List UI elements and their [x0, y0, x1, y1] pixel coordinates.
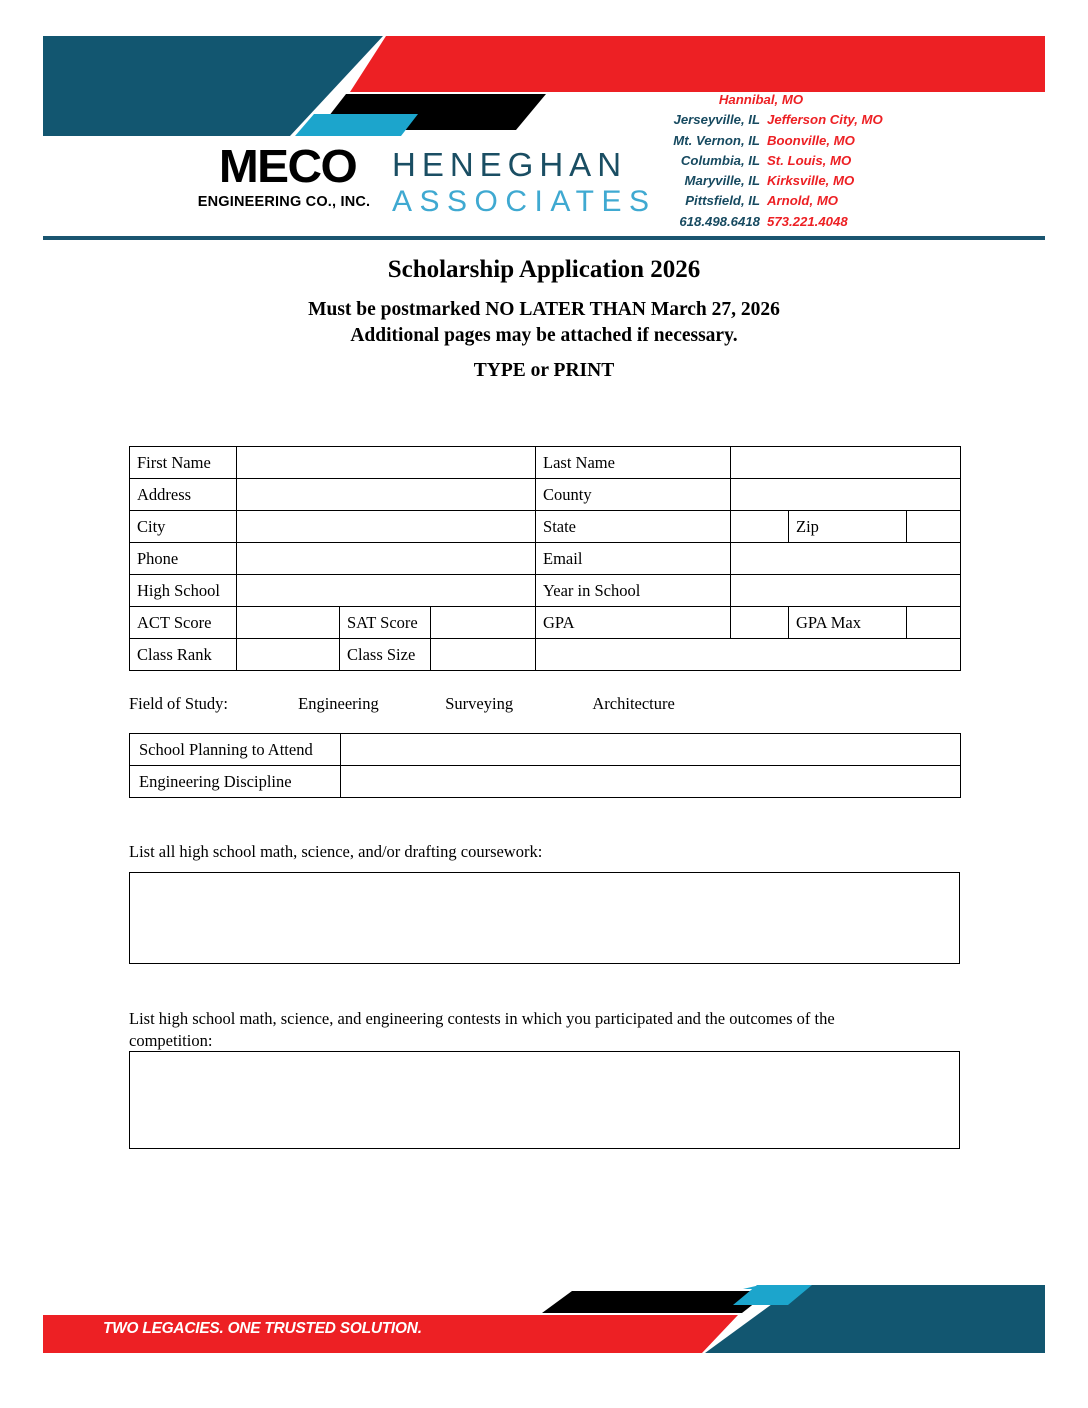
footer-tagline: TWO LEGACIES. ONE TRUSTED SOLUTION. [103, 1320, 422, 1337]
meco-logo [196, 142, 372, 211]
field-state[interactable] [731, 511, 789, 543]
field-engineering-discipline[interactable] [341, 766, 961, 798]
office-mo-label: Jefferson City, MO [767, 112, 883, 128]
office-row [648, 171, 884, 191]
field-gpa-max[interactable] [907, 607, 961, 639]
field-address[interactable] [237, 479, 536, 511]
field-act-score[interactable] [237, 607, 340, 639]
field-of-study-option-surveying[interactable]: Surveying [445, 694, 514, 713]
office-il-label: Mt. Vernon, IL [673, 132, 760, 148]
label-email: Email [536, 543, 731, 575]
label-engineering-discipline: Engineering Discipline [130, 766, 341, 798]
additional-pages-notice: Additional pages may be attached if necessary. [350, 325, 738, 346]
office-il-label: Maryville, IL [684, 173, 760, 189]
header-red-shape [350, 36, 1045, 92]
table-row [130, 447, 961, 479]
field-of-study-label: Field of Study: [129, 694, 229, 713]
office-il-label: Jerseyville, IL [673, 112, 760, 128]
office-mo-label: Kirksville, MO [767, 173, 855, 189]
office-row [648, 110, 884, 130]
field-year-in-school[interactable] [731, 575, 961, 607]
meco-tagline: ENGINEERING CO., INC. [197, 194, 371, 210]
field-class-size[interactable] [431, 639, 536, 671]
phone-missouri: 573.221.4048 [767, 213, 848, 229]
table-row [130, 607, 961, 639]
label-city: City [130, 511, 237, 543]
field-of-study-option-architecture[interactable]: Architecture [592, 694, 675, 713]
field-first-name[interactable] [237, 447, 536, 479]
label-county: County [536, 479, 731, 511]
label-high-school: High School [130, 575, 237, 607]
label-school-planning-to-attend: School Planning to Attend [130, 734, 341, 766]
office-il-label: Columbia, IL [680, 152, 760, 168]
heneghan-logo [392, 146, 657, 220]
page-title: Scholarship Application 2026 [387, 256, 701, 283]
label-phone: Phone [130, 543, 237, 575]
company-logo [196, 140, 657, 224]
office-mo-label: Arnold, MO [767, 193, 839, 209]
phone-illinois: 618.498.6418 [679, 213, 760, 229]
field-email[interactable] [731, 543, 961, 575]
label-act-score: ACT Score [130, 607, 237, 639]
field-gpa[interactable] [731, 607, 789, 639]
office-row [648, 191, 884, 211]
deadline-notice: Must be postmarked NO LATER THAN March 27, 2026 [308, 299, 780, 320]
field-sat-score[interactable] [431, 607, 536, 639]
label-state: State [536, 511, 731, 543]
type-or-print-notice: TYPE or PRINT [473, 360, 615, 381]
table-row [130, 734, 961, 766]
table-row [130, 511, 961, 543]
header-banner-graphic [43, 36, 1045, 136]
coursework-prompt: List all high school math, science, and/or drafting coursework: [129, 842, 543, 861]
table-row [130, 575, 961, 607]
office-mo-label: Boonville, MO [767, 132, 855, 148]
field-phone[interactable] [237, 543, 536, 575]
contests-prompt: List high school math, science, and engineering contests in which you participated and the outcomes of the competition: [129, 1009, 835, 1050]
label-gpa: GPA [536, 607, 731, 639]
field-county[interactable] [731, 479, 961, 511]
field-of-study-option-engineering[interactable]: Engineering [298, 694, 379, 713]
header-divider-rule [43, 236, 1045, 240]
label-year-in-school: Year in School [536, 575, 731, 607]
field-high-school[interactable] [237, 575, 536, 607]
office-mo-label: St. Louis, MO [767, 152, 852, 168]
office-row [648, 151, 884, 171]
field-zip[interactable] [907, 511, 961, 543]
label-zip: Zip [789, 511, 907, 543]
field-school-planning-to-attend[interactable] [341, 734, 961, 766]
office-il-label: Pittsfield, IL [685, 193, 760, 209]
table-row [130, 639, 961, 671]
contests-textarea[interactable] [129, 1051, 960, 1149]
office-phone-row [648, 212, 884, 232]
label-class-rank: Class Rank [130, 639, 237, 671]
footer-black-shape [542, 1291, 770, 1313]
field-of-study-row [129, 693, 969, 714]
label-address: Address [130, 479, 237, 511]
office-locations-list [648, 90, 884, 232]
label-first-name: First Name [130, 447, 237, 479]
table-row [130, 479, 961, 511]
header-cyan-shape [295, 114, 418, 136]
field-empty-cell [536, 639, 961, 671]
table-row [130, 766, 961, 798]
meco-wordmark: MECO [218, 140, 357, 192]
field-last-name[interactable] [731, 447, 961, 479]
field-class-rank[interactable] [237, 639, 340, 671]
label-last-name: Last Name [536, 447, 731, 479]
heneghan-wordmark: HENEGHAN [392, 146, 628, 183]
label-gpa-max: GPA Max [789, 607, 907, 639]
label-sat-score: SAT Score [340, 607, 431, 639]
office-hannibal: Hannibal, MO [718, 92, 804, 107]
school-plan-table [129, 733, 961, 798]
applicant-info-table [129, 446, 961, 671]
table-row [130, 543, 961, 575]
coursework-textarea[interactable] [129, 872, 960, 964]
field-city[interactable] [237, 511, 536, 543]
associates-wordmark: ASSOCIATES [392, 185, 657, 218]
label-class-size: Class Size [340, 639, 431, 671]
office-row [648, 131, 884, 151]
